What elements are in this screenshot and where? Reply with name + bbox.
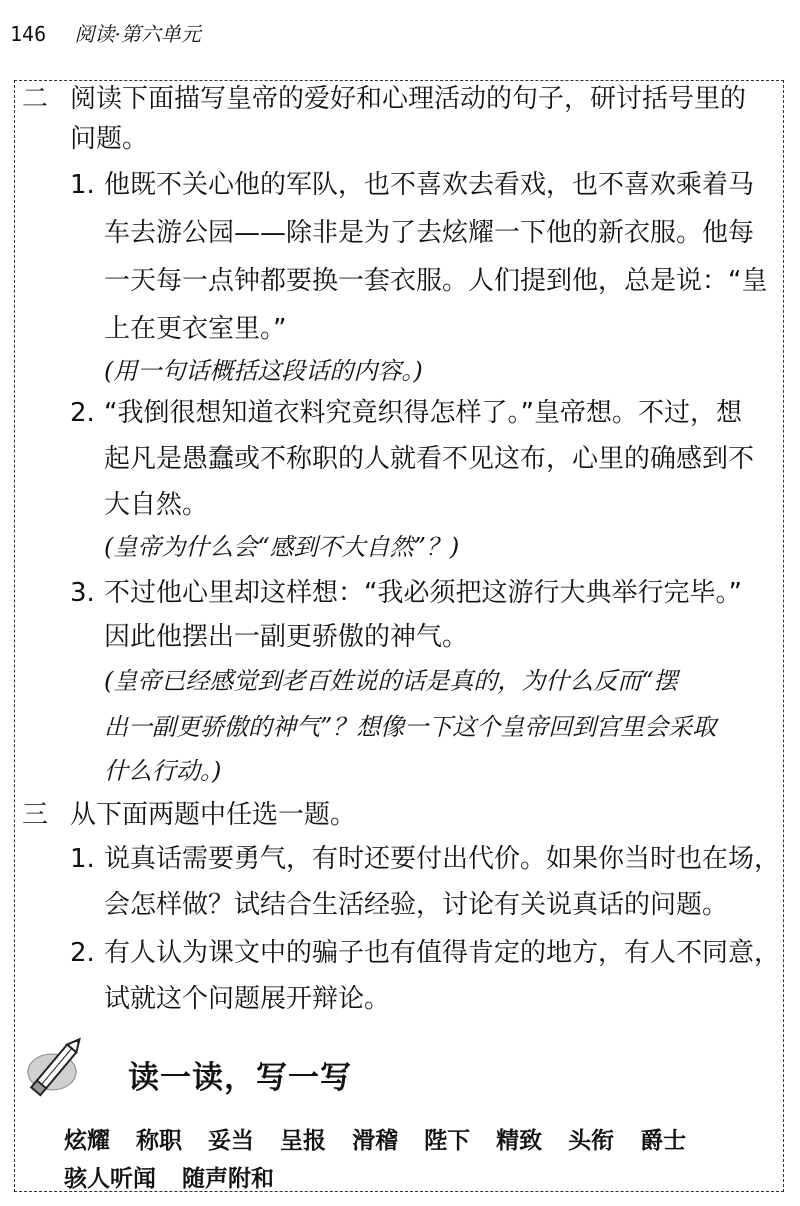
vocab-word: 炫耀	[64, 1128, 110, 1154]
paragraph-line: 上在更衣室里。”	[104, 314, 287, 344]
question-text: (皇帝已经感觉到老百姓说的话是真的，为什么反而“摆	[104, 667, 678, 695]
paragraph-line: 试就这个问题展开辩论。	[104, 984, 391, 1014]
paragraph-line: 车去游公园——除非是为了去炫耀一下他的新衣服。他每	[104, 218, 755, 248]
read-write-title: 读一读，写一写	[128, 1060, 352, 1096]
vocab-word: 随声附和	[182, 1166, 275, 1192]
paragraph-line: 大自然。	[104, 490, 209, 520]
vocab-word: 陛下	[424, 1128, 471, 1154]
vocab-word: 滑稽	[352, 1128, 399, 1154]
paragraph-line: 一天每一点钟都要换一套衣服。人们提到他，总是说：“皇	[104, 266, 768, 296]
question-text: 什么行动。)	[104, 757, 222, 785]
vocab-word: 呈报	[280, 1128, 327, 1154]
question-text: 出一副更骄傲的神气”？想像一下这个皇帝回到宫里会采取	[104, 713, 717, 741]
section-2-intro: 阅读下面描写皇帝的爱好和心理活动的句子，研讨括号里的	[70, 84, 747, 114]
vocab-word: 妥当	[208, 1128, 255, 1154]
paragraph-line: 他既不关心他的军队，也不喜欢去看戏，也不喜欢乘着马	[104, 170, 755, 200]
vocab-word: 骇人听闻	[64, 1166, 156, 1192]
vocab-word: 头衔	[568, 1128, 615, 1154]
vocab-word: 称职	[136, 1128, 183, 1154]
paragraph-line: “我倒很想知道衣料究竟织得怎样了。”皇帝想。不过，想	[104, 398, 742, 428]
unit-title: 阅读·第六单元	[74, 22, 201, 46]
section-2-intro-cont: 问题。	[70, 124, 149, 154]
vocab-row	[64, 1122, 704, 1155]
section-3-number: 三	[22, 800, 49, 830]
section-3-intro: 从下面两题中任选一题。	[70, 800, 357, 830]
pencil-icon	[22, 1030, 92, 1102]
item-number: 2.	[70, 398, 95, 428]
question-text: (用一句话概括这段话的内容。)	[104, 357, 423, 385]
section-2-number: 二	[22, 84, 49, 114]
paragraph-line: 有人认为课文中的骗子也有值得肯定的地方，有人不同意，	[104, 938, 781, 968]
page-number: 146	[10, 22, 47, 46]
paragraph-line: 不过他心里却这样想：“我必须把这游行大典举行完毕。”	[104, 578, 742, 608]
item-number: 1.	[70, 844, 95, 874]
paragraph-line: 说真话需要勇气，有时还要付出代价。如果你当时也在场，	[104, 844, 781, 874]
vocab-word: 精致	[496, 1128, 543, 1154]
paragraph-line: 起凡是愚蠢或不称职的人就看不见这布，心里的确感到不	[104, 444, 755, 474]
paragraph-line: 因此他摆出一副更骄傲的神气。	[104, 622, 469, 652]
vocab-row	[64, 1160, 292, 1193]
vocab-word: 爵士	[640, 1128, 687, 1154]
paragraph-line: 会怎样做？试结合生活经验，讨论有关说真话的问题。	[104, 890, 729, 920]
item-number: 2.	[70, 938, 95, 968]
item-number: 1.	[70, 170, 95, 200]
item-number: 3.	[70, 578, 95, 608]
question-text: (皇帝为什么会“感到不大自然”？)	[104, 533, 460, 561]
